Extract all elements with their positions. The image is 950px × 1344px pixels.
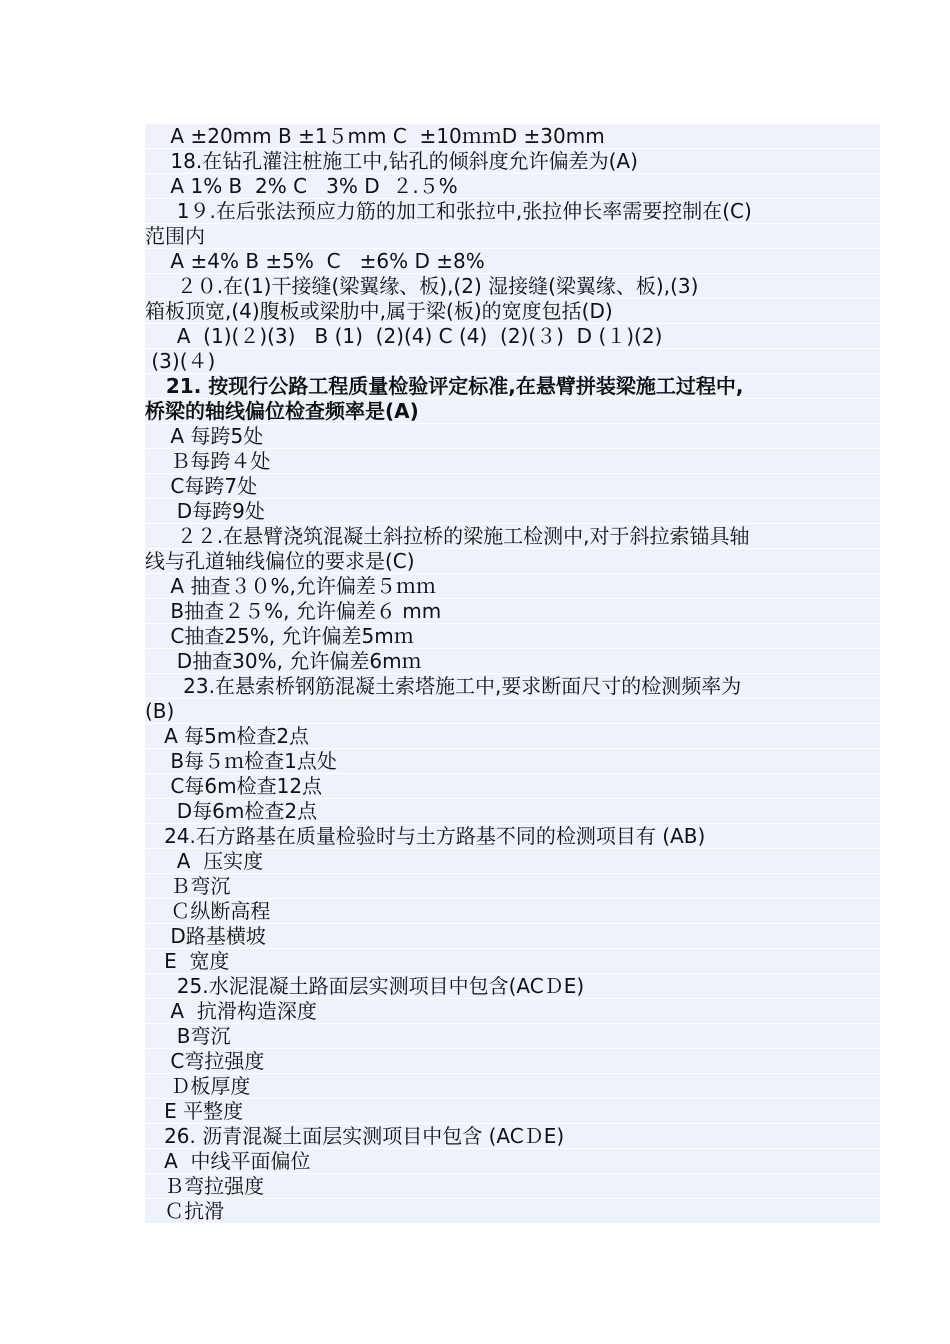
text-line: A 压实度 bbox=[145, 849, 880, 873]
text-line: B每５ｍ检查1点处 bbox=[145, 749, 880, 773]
text-line: E 宽度 bbox=[145, 949, 880, 973]
text-line: 范围内 bbox=[145, 224, 880, 248]
text-line: 18.在钻孔灌注桩施工中,钻孔的倾斜度允许偏差为(A) bbox=[145, 149, 880, 173]
text-line: A (1)(２)(3) B (1) (2)(4) C (4) (2)(３) D (１)(2) bbox=[145, 324, 880, 348]
text-line: Ｂ弯拉强度 bbox=[145, 1174, 880, 1198]
text-line: Ｃ抗滑 bbox=[145, 1199, 880, 1223]
text-line: ２０.在(1)干接缝(梁翼缘、板),(2) 湿接缝(梁翼缘、板),(3) bbox=[145, 274, 880, 298]
text-line: 21. 按现行公路工程质量检验评定标准,在悬臂拼装梁施工过程中, bbox=[145, 374, 880, 398]
text-line: C每跨7处 bbox=[145, 474, 880, 498]
text-line: Ｃ纵断高程 bbox=[145, 899, 880, 923]
text-line: D每6m检查2点 bbox=[145, 799, 880, 823]
text-line: 线与孔道轴线偏位的要求是(C) bbox=[145, 549, 880, 573]
text-line: Ｂ每跨４处 bbox=[145, 449, 880, 473]
text-line: A 每5m检查2点 bbox=[145, 724, 880, 748]
text-line: Ｂ弯沉 bbox=[145, 874, 880, 898]
text-line: A 抗滑构造深度 bbox=[145, 999, 880, 1023]
text-line: 24.石方路基在质量检验时与土方路基不同的检测项目有 (AB) bbox=[145, 824, 880, 848]
text-line: D路基横坡 bbox=[145, 924, 880, 948]
text-line: 桥梁的轴线偏位检查频率是(A) bbox=[145, 399, 880, 423]
text-line: D每跨9处 bbox=[145, 499, 880, 523]
text-line: A 抽查３０%,允许偏差５ｍｍ bbox=[145, 574, 880, 598]
text-line: A 中线平面偏位 bbox=[145, 1149, 880, 1173]
text-line: E 平整度 bbox=[145, 1099, 880, 1123]
text-line: ２２.在悬臂浇筑混凝土斜拉桥的梁施工检测中,对于斜拉索锚具轴 bbox=[145, 524, 880, 548]
text-line: (B) bbox=[145, 699, 880, 723]
text-line: 1９.在后张法预应力筋的加工和张拉中,张拉伸长率需要控制在(C) bbox=[145, 199, 880, 223]
text-line: Ｄ板厚度 bbox=[145, 1074, 880, 1098]
text-line: C弯拉强度 bbox=[145, 1049, 880, 1073]
text-line: 25.水泥混凝土路面层实测项目中包含(ACＤE) bbox=[145, 974, 880, 998]
text-line: 26. 沥青混凝土面层实测项目中包含 (ACＤE) bbox=[145, 1124, 880, 1148]
text-line: B弯沉 bbox=[145, 1024, 880, 1048]
text-line: D抽查30%, 允许偏差6mｍ bbox=[145, 649, 880, 673]
text-line: A 每跨5处 bbox=[145, 424, 880, 448]
text-line: 23.在悬索桥钢筋混凝土索塔施工中,要求断面尺寸的检测频率为 bbox=[145, 674, 880, 698]
text-line: C抽查25%, 允许偏差5mｍ bbox=[145, 624, 880, 648]
text-line: 箱板顶宽,(4)腹板或梁肋中,属于梁(板)的宽度包括(D) bbox=[145, 299, 880, 323]
text-line: C每6m检查12点 bbox=[145, 774, 880, 798]
text-line: A 1% B 2% C 3% D ２.５% bbox=[145, 174, 880, 198]
text-line: A ±20mm B ±1５mm C ±10ｍｍD ±30mm bbox=[145, 124, 880, 148]
text-line: B抽查２５%, 允许偏差６ mm bbox=[145, 599, 880, 623]
text-line: (3)(４) bbox=[145, 349, 880, 373]
text-line: A ±4% B ±5% C ±6% D ±8% bbox=[145, 249, 880, 273]
